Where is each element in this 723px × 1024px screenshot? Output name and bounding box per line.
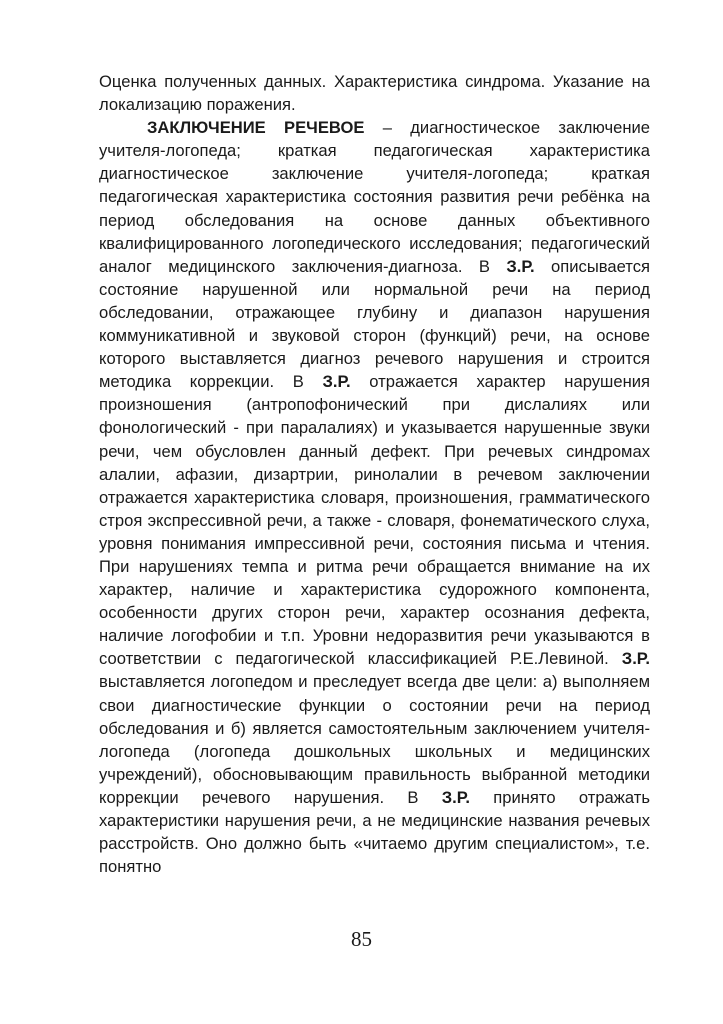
definition-text-2: описывается состояние нарушенной или нормальной речи на период обследовании, отражающее глубину и диапазон нарушения коммуникативной и звуковой сторон (функций) речи, на основе которого выставляется диагноз речевого нарушения и строится методика коррекции. В [99, 256, 650, 392]
paragraph-definition [99, 116, 650, 878]
definition-text-1: – диагностическое заключение учителя-логопеда; краткая педагогическая характеристика диагностическое заключение учителя-логопеда; краткая педагогическая характеристика состояния развития речи ребёнка на период обследования на основе данных объективного квалифицированного логопедического исследования; педагогический аналог медицинского заключения-диагноза. В [99, 118, 650, 276]
abbreviation-zr: З.Р. [506, 256, 535, 276]
definition-text-5: принято отражать характеристики нарушения речи, а не медицинские названия речевых расстройств. Оно должно быть «читаемо другим специалистом», т.е. понятно [99, 787, 650, 877]
page-body-text [99, 70, 650, 878]
abbreviation-zr: З.Р. [621, 649, 650, 669]
paragraph-intro-text: Оценка полученных данных. Характеристика синдрома. Указание на локализацию поражения. [99, 72, 650, 115]
definition-text-3: отражается характер нарушения произношения (антропофонический при дислалиях или фонологический - при паралалиях) и указывается нарушенные звуки речи, чем обусловлен данный дефект. При речевых синдромах алалии, афазии, дизартрии, ринолалии в речевом заключении отражается характеристика словаря, произношения, грамматического строя экспрессивной речи, а также - словаря, фонематического слуха, уровня понимания импрессивной речи, состояния письма и чтения. При нарушениях темпа и ритма речи обращается внимание на их характер, наличие и характеристика судорожного компонента, особенности других сторон речи, характер осознания дефекта, наличие логофобии и т.п. Уровни недоразвития речи указываются в соответствии с педагогической классификацией Р.Е.Левиной. [99, 372, 650, 669]
abbreviation-zr: З.Р. [441, 787, 470, 807]
abbreviation-zr: З.Р. [322, 372, 351, 392]
page-number: 85 [351, 927, 372, 951]
definition-text-4: выставляется логопедом и преследует всегда две цели: а) выполняем свои диагностические функции о состоянии речи на период обследования и б) является самостоятельным заключением учителя-логопеда (логопеда дошкольных школьных и медицинских учреждений), обосновывающим правильность выбранной методики коррекции речевого нарушения. В [99, 672, 650, 807]
paragraph-intro [99, 70, 650, 116]
definition-term: ЗАКЛЮЧЕНИЕ РЕЧЕВОЕ [147, 118, 365, 138]
